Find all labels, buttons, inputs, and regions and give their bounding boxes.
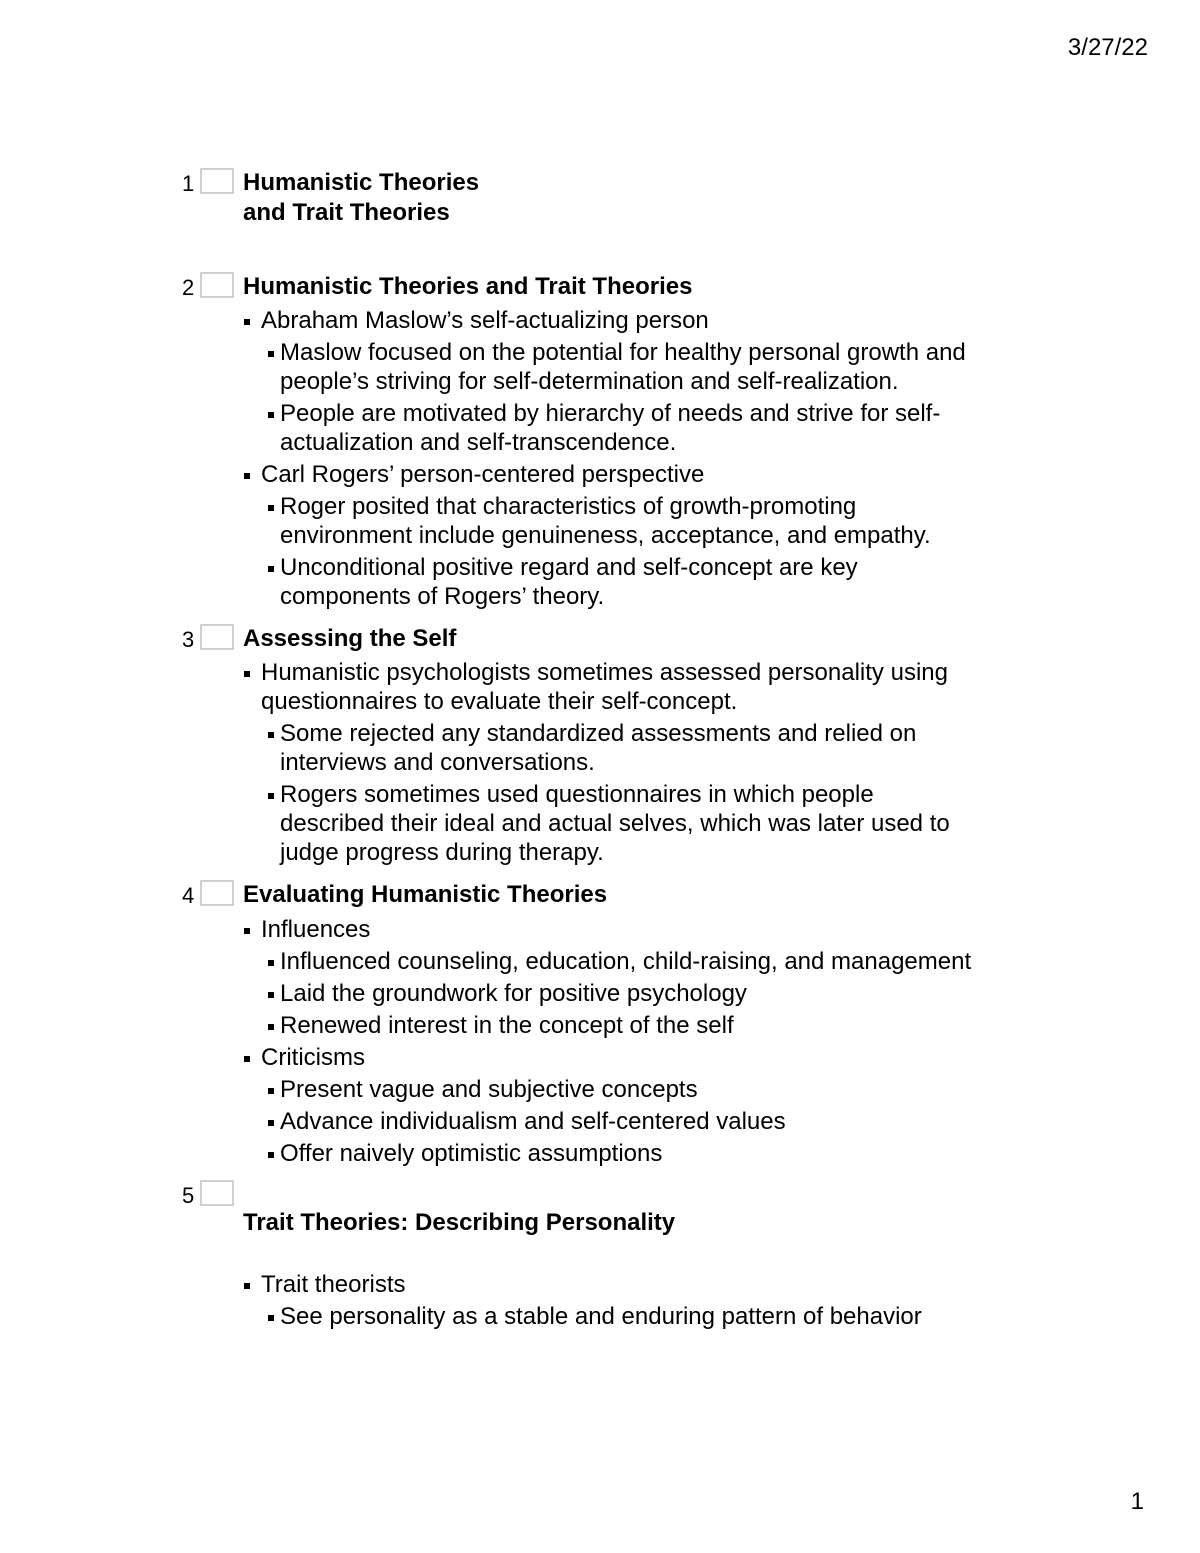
bullet-icon xyxy=(268,412,274,418)
slide-title: Humanistic Theories and Trait Theories xyxy=(243,169,480,226)
slide-title: Humanistic Theories and Trait Theories xyxy=(243,273,693,300)
sub-bullet-item: Rogers sometimes used questionnaires in which people described their ideal and actual selves, which was later used to judge progress during therapy. xyxy=(280,780,1043,867)
slide-title: Assessing the Self xyxy=(243,625,457,652)
sub-bullet-item: Maslow focused on the potential for healthy personal growth and people’s striving for self-determination and self-realization. xyxy=(280,338,1043,396)
slide-thumbnail[interactable] xyxy=(200,624,234,650)
slide-number: 3 xyxy=(182,627,195,652)
slide-thumbnail[interactable] xyxy=(200,168,234,194)
bullet-icon xyxy=(244,319,250,325)
bullet-icon xyxy=(268,566,274,572)
bullet-icon xyxy=(268,351,274,357)
slide-number: 5 xyxy=(182,1183,195,1208)
bullet-item: Carl Rogers’ person-centered perspective xyxy=(243,460,1043,489)
sub-bullet-item: Present vague and subjective concepts xyxy=(280,1075,1043,1104)
sub-bullet-item: People are motivated by hierarchy of needs and strive for self- actualization and self-transcendence. xyxy=(280,399,1043,457)
slide-thumbnail[interactable] xyxy=(200,1180,234,1206)
slide-thumbnail[interactable] xyxy=(200,272,234,298)
bullet-icon xyxy=(244,671,250,677)
sub-bullet-item: Advance individualism and self-centered values xyxy=(280,1107,1043,1136)
bullet-icon xyxy=(268,992,274,998)
sub-bullet-item: Laid the groundwork for positive psychology xyxy=(280,979,1043,1008)
sub-bullet-item: Renewed interest in the concept of the self xyxy=(280,1011,1043,1040)
bullet-icon xyxy=(244,1056,250,1062)
bullet-icon xyxy=(268,960,274,966)
slide-number: 1 xyxy=(182,171,195,196)
sub-bullet-item: Influenced counseling, education, child-raising, and management xyxy=(280,947,1043,976)
slide-number: 4 xyxy=(182,883,195,908)
bullet-icon xyxy=(268,1120,274,1126)
bullet-item: Influences xyxy=(243,915,1043,944)
bullet-icon xyxy=(244,928,250,934)
slide-number: 2 xyxy=(182,275,195,300)
slide-title: Evaluating Humanistic Theories xyxy=(243,881,608,908)
sub-bullet-item: Offer naively optimistic assumptions xyxy=(280,1139,1043,1168)
sub-bullet-item: Unconditional positive regard and self-concept are key components of Rogers’ theory. xyxy=(280,553,1043,611)
bullet-icon xyxy=(268,1088,274,1094)
bullet-icon xyxy=(268,1024,274,1030)
bullet-icon xyxy=(268,1315,274,1321)
bullet-item: Abraham Maslow’s self-actualizing person xyxy=(243,306,1043,335)
bullet-icon xyxy=(244,473,250,479)
bullet-icon xyxy=(268,793,274,799)
bullet-item: Criticisms xyxy=(243,1043,1043,1072)
sub-bullet-item: Roger posited that characteristics of growth-promoting environment include genuineness, acceptance, and empathy. xyxy=(280,492,1043,550)
slide-thumbnail[interactable] xyxy=(200,880,234,906)
bullet-icon xyxy=(268,732,274,738)
page-date: 3/27/22 xyxy=(1067,34,1148,61)
bullet-icon xyxy=(268,1152,274,1158)
bullet-icon xyxy=(244,1283,250,1289)
page-number: 1 xyxy=(1130,1488,1144,1515)
bullet-item: Trait theorists xyxy=(243,1270,1043,1299)
sub-bullet-item: See personality as a stable and enduring pattern of behavior xyxy=(280,1302,1043,1331)
slide-title: Trait Theories: Describing Personality xyxy=(243,1209,676,1236)
bullet-icon xyxy=(268,505,274,511)
bullet-item: Humanistic psychologists sometimes assessed personality using questionnaires to evaluate their self-concept. xyxy=(243,658,1043,716)
sub-bullet-item: Some rejected any standardized assessments and relied on interviews and conversations. xyxy=(280,719,1043,777)
